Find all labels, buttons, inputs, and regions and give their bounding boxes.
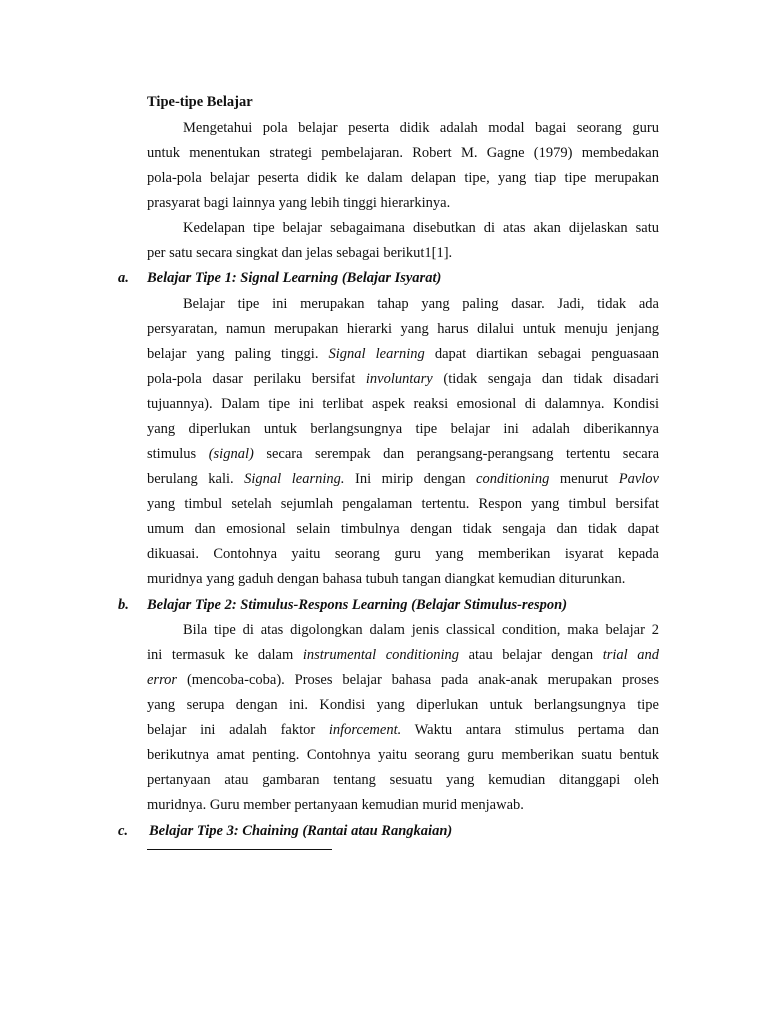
section-a-line	[147, 469, 659, 489]
italic-term: Signal learning.	[244, 471, 345, 487]
italic-term: error	[147, 672, 178, 688]
section-a-line: tujuannya). Dalam tipe ini terlibat aspek reaksi emosional di dalamnya. Kondisi	[147, 396, 659, 412]
section-marker: c.	[118, 823, 129, 839]
section-a-heading	[118, 268, 442, 288]
section-title: Belajar Tipe 1: Signal Learning (Belajar Isyarat)	[147, 270, 442, 286]
section-b-line: pertanyaan atau gambaran tentang sesuatu yang kemudian ditanggapi oleh	[147, 772, 659, 788]
section-a-line: umum dan emosional selain timbulnya dengan tidak sengaja dan tidak dapat	[147, 521, 659, 537]
section-b-heading	[118, 595, 568, 615]
italic-term: (signal)	[208, 446, 254, 462]
section-title: Belajar Tipe 2: Stimulus-Respons Learning (Belajar Stimulus-respon)	[147, 597, 568, 613]
section-title: Belajar Tipe 3: Chaining (Rantai atau Rangkaian)	[149, 823, 453, 839]
text-run: pola-pola dasar perilaku bersifat	[147, 371, 356, 387]
italic-term: trial and	[602, 647, 660, 663]
page-title: Tipe-tipe Belajar	[147, 94, 253, 110]
section-a-line: dikuasai. Contohnya yaitu seorang guru yang memberikan isyarat kepada	[147, 546, 659, 562]
text-run: (tidak sengaja dan tidak disadari	[443, 371, 660, 387]
text-run: ini termasuk ke dalam	[147, 647, 294, 663]
section-a-line: yang timbul setelah sejumlah pengalaman tertentu. Respon yang timbul bersifat	[147, 496, 659, 512]
text-run: belajar yang paling tinggi.	[147, 346, 319, 362]
section-b-line: yang serupa dengan ini. Kondisi yang diperlukan untuk berlangsungnya tipe	[147, 697, 659, 713]
intro-p1-line: pola-pola belajar peserta didik ke dalam delapan tipe, yang tiap tipe merupakan	[147, 170, 659, 186]
text-run: stimulus	[147, 446, 197, 462]
section-a-line	[147, 344, 659, 364]
italic-term: conditioning	[476, 471, 550, 487]
text-run: belajar ini adalah faktor	[147, 722, 316, 738]
intro-p2-line: Kedelapan tipe belajar sebagaimana disebutkan di atas akan dijelaskan satu	[183, 220, 659, 236]
italic-term: inforcement.	[328, 722, 402, 738]
text-run: secara serempak dan perangsang-perangsang tertentu secara	[266, 446, 660, 462]
section-b-line	[147, 645, 659, 665]
section-b-line	[147, 670, 659, 690]
section-b-line	[147, 720, 659, 740]
intro-p2-line: per satu secara singkat dan jelas sebagai berikut1[1].	[147, 245, 453, 261]
intro-p1-line: prasyarat bagi lainnya yang lebih tinggi hierarkinya.	[147, 195, 451, 211]
text-run: Waktu antara stimulus pertama dan	[414, 722, 659, 738]
section-b-line: muridnya. Guru member pertanyaan kemudian murid menjawab.	[147, 797, 524, 813]
italic-term: involuntary	[365, 371, 433, 387]
section-a-line: yang diperlukan untuk berlangsungnya tipe belajar ini adalah diberikannya	[147, 421, 659, 437]
italic-term: Pavlov	[618, 471, 659, 487]
section-a-line: persyaratan, namun merupakan hierarki yang harus dilalui untuk menuju jenjang	[147, 321, 659, 337]
section-marker: b.	[118, 597, 129, 613]
section-b-line: Bila tipe di atas digolongkan dalam jenis classical condition, maka belajar 2	[183, 622, 659, 638]
section-a-line	[147, 369, 659, 389]
text-run: menurut	[559, 471, 609, 487]
section-marker: a.	[118, 270, 129, 286]
intro-p1-line: Mengetahui pola belajar peserta didik adalah modal bagai seorang guru	[183, 120, 659, 136]
text-run: atau belajar dengan	[468, 647, 594, 663]
italic-term: instrumental conditioning	[302, 647, 459, 663]
section-a-line: Belajar tipe ini merupakan tahap yang paling dasar. Jadi, tidak ada	[183, 296, 659, 312]
section-b-line: berikutnya amat penting. Contohnya yaitu seorang guru memberikan suatu bentuk	[147, 747, 659, 763]
text-run: berulang kali.	[147, 471, 234, 487]
section-a-line: muridnya yang gaduh dengan bahasa tubuh tangan diangkat kemudian diturunkan.	[147, 571, 626, 587]
footnote-separator	[147, 849, 332, 850]
intro-p1-line: untuk menentukan strategi pembelajaran. Robert M. Gagne (1979) membedakan	[147, 145, 659, 161]
text-run: (mencoba-coba). Proses belajar bahasa pada anak-anak merupakan proses	[186, 672, 660, 688]
italic-term: Signal learning	[328, 346, 425, 362]
text-run: dapat diartikan sebagai penguasaan	[434, 346, 659, 362]
text-run: Ini mirip dengan	[355, 471, 466, 487]
section-a-line	[147, 444, 659, 464]
section-c-heading	[118, 821, 453, 841]
